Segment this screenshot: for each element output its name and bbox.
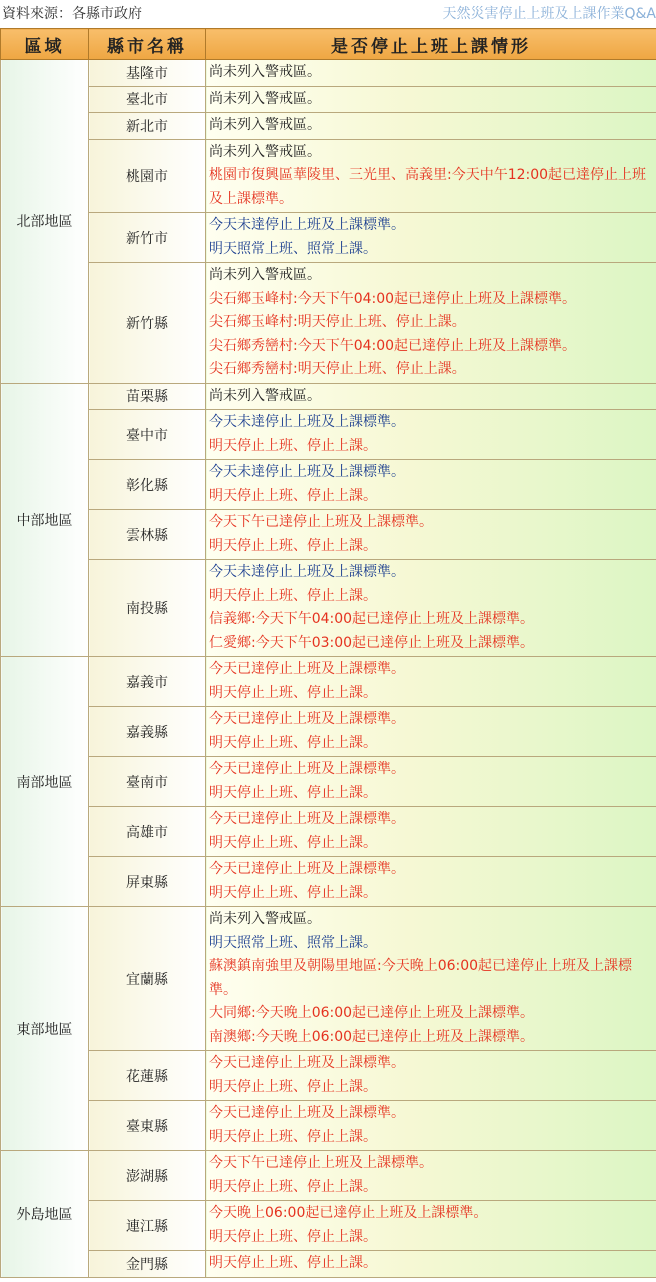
column-header-region: 區域 (1, 29, 89, 60)
status-line: 明天停止上班、停止上課。 (209, 1178, 377, 1195)
table-row (1, 139, 656, 213)
status-line: 尖石鄉玉峰村:今天下午04:00起已達停止上班及上課標準。 (209, 290, 577, 307)
status-line: 今天下午已達停止上班及上課標準。 (209, 1155, 433, 1171)
status-line: 尚未列入警戒區。 (209, 90, 321, 107)
status-line: 今天已達停止上班及上課標準。 (209, 711, 405, 727)
status-line: 尚未列入警戒區。 (209, 911, 321, 927)
status-line: 今天已達停止上班及上課標準。 (209, 1105, 405, 1121)
status-cell (206, 1051, 656, 1101)
status-cell (206, 707, 656, 757)
status-line: 尖石鄉秀巒村:今天下午04:00起已達停止上班及上課標準。 (209, 337, 577, 354)
status-cell (206, 657, 656, 707)
status-cell (206, 1251, 656, 1278)
status-cell (206, 1151, 656, 1201)
status-line: 明天停止上班、停止上課。 (209, 734, 377, 751)
county-name-cell: 南投縣 (89, 560, 206, 657)
county-name-cell: 基隆市 (89, 60, 206, 87)
status-line: 尖石鄉玉峰村:明天停止上班、停止上課。 (209, 314, 466, 330)
status-cell (206, 113, 656, 140)
table-row (1, 510, 656, 560)
county-name-cell: 新竹市 (89, 213, 206, 263)
status-line: 尚未列入警戒區。 (209, 64, 321, 80)
status-cell (206, 86, 656, 113)
status-line: 明天照常上班、照常上課。 (209, 934, 377, 951)
status-line: 仁愛鄉:今天下午03:00起已達停止上班及上課標準。 (209, 634, 535, 651)
table-row (1, 560, 656, 657)
table-row (1, 857, 656, 907)
table-row (1, 383, 656, 410)
table-row (1, 807, 656, 857)
table-row (1, 1251, 656, 1278)
status-cell (206, 263, 656, 384)
table-row (1, 113, 656, 140)
county-name-cell: 金門縣 (89, 1251, 206, 1278)
status-line: 明天停止上班、停止上課。 (209, 834, 377, 851)
status-line: 明天停止上班、停止上課。 (209, 784, 377, 801)
county-name-cell: 臺北市 (89, 86, 206, 113)
status-line: 今天未達停止上班及上課標準。 (209, 414, 405, 430)
source-bar (0, 0, 656, 28)
qa-link[interactable]: 天然災害停止上班及上課作業Q&A (442, 6, 656, 22)
table-row (1, 707, 656, 757)
status-cell (206, 907, 656, 1051)
status-cell (206, 410, 656, 460)
table-header-row (1, 29, 656, 60)
column-header-status: 是否停止上班上課情形 (206, 29, 656, 60)
status-line: 今天下午已達停止上班及上課標準。 (209, 514, 433, 530)
status-line: 今天未達停止上班及上課標準。 (209, 217, 405, 233)
status-line: 明天照常上班、照常上課。 (209, 240, 377, 257)
county-name-cell: 臺東縣 (89, 1101, 206, 1151)
status-line: 明天停止上班、停止上課。 (209, 1078, 377, 1095)
table-row (1, 1201, 656, 1251)
status-cell (206, 383, 656, 410)
status-cell (206, 1101, 656, 1151)
table-row (1, 263, 656, 384)
table-body (1, 60, 656, 1278)
status-line: 今天已達停止上班及上課標準。 (209, 761, 405, 777)
status-line: 明天停止上班、停止上課。 (209, 884, 377, 901)
county-name-cell: 桃園市 (89, 139, 206, 213)
status-line: 今天未達停止上班及上課標準。 (209, 564, 405, 580)
county-name-cell: 屏東縣 (89, 857, 206, 907)
table-row (1, 60, 656, 87)
county-name-cell: 苗栗縣 (89, 383, 206, 410)
status-line: 明天停止上班、停止上課。 (209, 1128, 377, 1145)
region-cell: 北部地區 (1, 60, 89, 384)
table-row (1, 410, 656, 460)
status-line: 尚未列入警戒區。 (209, 387, 321, 404)
county-name-cell: 新竹縣 (89, 263, 206, 384)
county-name-cell: 雲林縣 (89, 510, 206, 560)
status-cell (206, 1201, 656, 1251)
status-cell (206, 60, 656, 87)
status-line: 南澳鄉:今天晚上06:00起已達停止上班及上課標準。 (209, 1028, 535, 1045)
status-line: 蘇澳鎮南強里及朝陽里地區:今天晚上06:00起已達停止上班及上課標準。 (209, 958, 633, 998)
county-name-cell: 高雄市 (89, 807, 206, 857)
status-line: 尚未列入警戒區。 (209, 117, 321, 133)
column-header-county: 縣市名稱 (89, 29, 206, 60)
status-line: 明天停止上班、停止上課。 (209, 437, 377, 454)
status-line: 今天晚上06:00起已達停止上班及上課標準。 (209, 1205, 488, 1221)
county-name-cell: 臺中市 (89, 410, 206, 460)
status-cell (206, 213, 656, 263)
status-line: 尖石鄉秀巒村:明天停止上班、停止上課。 (209, 361, 466, 377)
status-cell (206, 757, 656, 807)
county-name-cell: 花蓮縣 (89, 1051, 206, 1101)
table-row (1, 657, 656, 707)
status-line: 今天已達停止上班及上課標準。 (209, 661, 405, 677)
status-line: 今天未達停止上班及上課標準。 (209, 464, 405, 480)
table-row (1, 757, 656, 807)
county-name-cell: 澎湖縣 (89, 1151, 206, 1201)
county-name-cell: 連江縣 (89, 1201, 206, 1251)
table-row (1, 213, 656, 263)
status-cell (206, 560, 656, 657)
county-name-cell: 嘉義市 (89, 657, 206, 707)
county-name-cell: 彰化縣 (89, 460, 206, 510)
status-line: 明天停止上班、停止上課。 (209, 1228, 377, 1245)
county-name-cell: 宜蘭縣 (89, 907, 206, 1051)
status-line: 今天已達停止上班及上課標準。 (209, 811, 405, 827)
region-cell: 外島地區 (1, 1151, 89, 1278)
status-line: 明天停止上班、停止上課。 (209, 537, 377, 554)
status-line: 信義鄉:今天下午04:00起已達停止上班及上課標準。 (209, 611, 535, 627)
status-line: 明天停止上班、停止上課。 (209, 1255, 377, 1271)
status-line: 明天停止上班、停止上課。 (209, 587, 377, 604)
table-row (1, 460, 656, 510)
table-row (1, 907, 656, 1051)
status-cell (206, 460, 656, 510)
county-name-cell: 臺南市 (89, 757, 206, 807)
table-row (1, 1101, 656, 1151)
status-cell (206, 807, 656, 857)
status-cell (206, 139, 656, 213)
status-line: 尚未列入警戒區。 (209, 143, 321, 160)
region-cell: 中部地區 (1, 383, 89, 657)
status-line: 大同鄉:今天晚上06:00起已達停止上班及上課標準。 (209, 1005, 535, 1021)
county-name-cell: 新北市 (89, 113, 206, 140)
status-line: 明天停止上班、停止上課。 (209, 684, 377, 701)
status-line: 今天已達停止上班及上課標準。 (209, 1055, 405, 1071)
table-row (1, 86, 656, 113)
status-cell (206, 857, 656, 907)
status-line: 今天已達停止上班及上課標準。 (209, 861, 405, 877)
region-cell: 東部地區 (1, 907, 89, 1151)
status-line: 明天停止上班、停止上課。 (209, 487, 377, 504)
work-school-closure-table (0, 28, 656, 1278)
status-line: 尚未列入警戒區。 (209, 267, 321, 283)
county-name-cell: 嘉義縣 (89, 707, 206, 757)
region-cell: 南部地區 (1, 657, 89, 907)
status-cell (206, 510, 656, 560)
data-source-label: 資料來源：各縣市政府 (2, 6, 142, 22)
table-row (1, 1051, 656, 1101)
status-line: 桃園市復興區華陵里、三光里、高義里:今天中午12:00起已達停止上班及上課標準。 (209, 167, 647, 207)
table-row (1, 1151, 656, 1201)
